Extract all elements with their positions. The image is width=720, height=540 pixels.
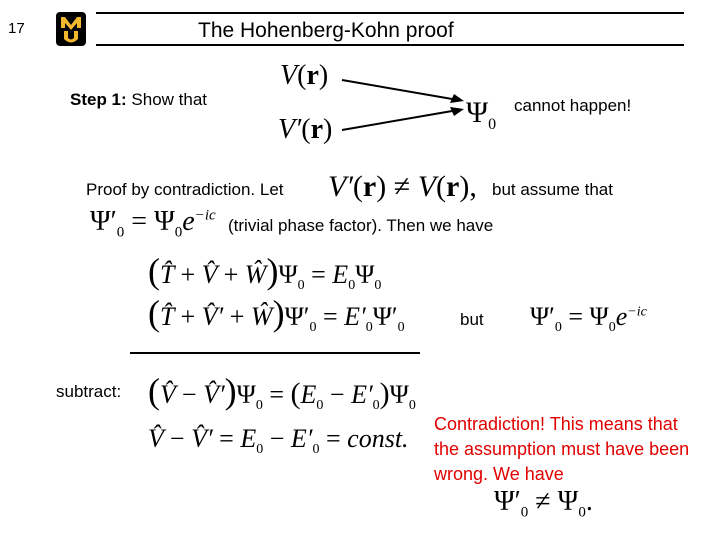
university-logo bbox=[56, 12, 86, 46]
equation-3: (V̂ − $V̂')\Psi_0 = (E_0 - E'_0)\Psi_0$ bbox=[148, 371, 416, 414]
phase-note: (trivial phase factor). Then we have bbox=[228, 216, 494, 235]
step1-v-r: V(r) bbox=[280, 60, 329, 91]
slide-number: 17 bbox=[8, 20, 25, 37]
contradiction-intro: Proof by contradiction. Let bbox=[86, 180, 284, 199]
step1-line bbox=[70, 90, 207, 110]
step1-conclusion: cannot happen! bbox=[514, 96, 632, 115]
step1-vprime-r: V′(r) bbox=[278, 114, 333, 145]
step1-text: Show that bbox=[131, 90, 208, 109]
equation-4: V̂ − V̂′ = $E_0 - E'_0$ = const. bbox=[148, 424, 409, 458]
phase-equation: $\Psi'_0 = \Psi_0e^{-ic}$ bbox=[90, 206, 216, 241]
contradiction-inequality: V′(r) ≠ V(r), bbox=[328, 170, 477, 203]
title-top-rule bbox=[96, 12, 684, 14]
separator-line bbox=[130, 352, 420, 354]
equation-2: (T̂ + V̂′ + $Ŵ)\Psi'_0 = E'_0\Psi'_0$ bbox=[148, 293, 405, 336]
phase-equation-2: $\Psi'_0 = \Psi_0e^{-ic}$ bbox=[530, 302, 647, 336]
page-title: The Hohenberg-Kohn proof bbox=[198, 19, 454, 42]
equation-1: (T̂ + V̂ + $Ŵ)\Psi_0 = E_0\Psi_0$ bbox=[148, 251, 382, 294]
step1-arrows bbox=[340, 70, 470, 140]
subtract-label: subtract: bbox=[56, 382, 122, 401]
step1-label: Step 1: bbox=[70, 90, 127, 109]
step1-psi0: $\Psi_0$ bbox=[466, 96, 497, 133]
conclusion-text: Contradiction! This means that the assumption must have been wrong. We have bbox=[434, 414, 690, 484]
but-label: but bbox=[460, 310, 484, 329]
title-bottom-rule bbox=[96, 44, 684, 46]
final-equation: $\Psi'_0 \ne \Psi_0$. bbox=[494, 486, 593, 521]
contradiction-assume: but assume that bbox=[492, 180, 613, 199]
